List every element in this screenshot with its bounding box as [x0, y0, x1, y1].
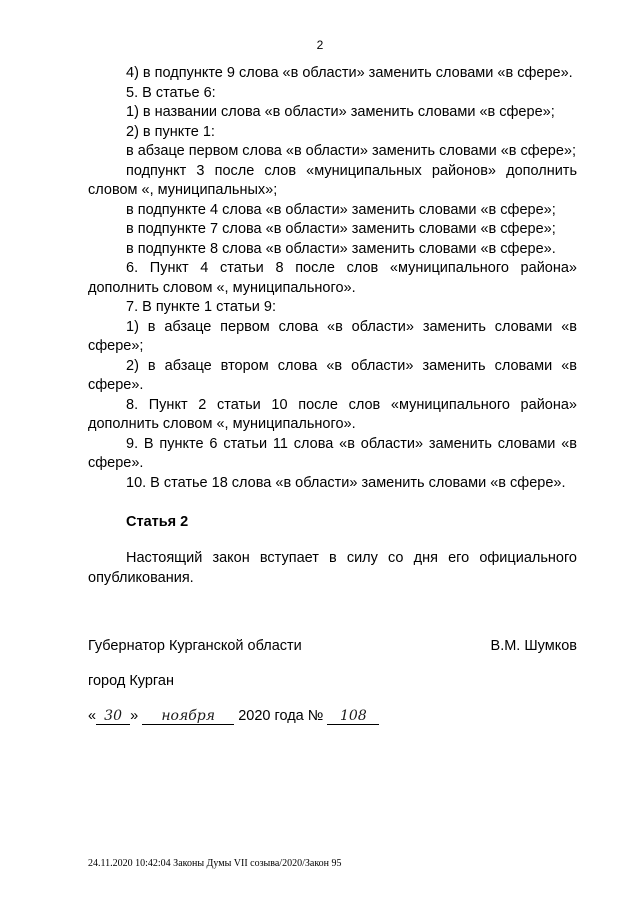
paragraph: подпункт 3 после слов «муниципальных районов» дополнить словом «, муниципальных»; — [88, 162, 577, 198]
paragraph: 10. В статье 18 слова «в области» заменить словами «в сфере». — [126, 474, 566, 491]
footer-stamp: 24.11.2020 10:42:04 Законы Думы VII созыва/2020/Закон 95 — [88, 858, 342, 869]
paragraph: 8. Пункт 2 статьи 10 после слов «муниципального района» дополнить словом «, муниципального». — [88, 396, 577, 432]
paragraph: в абзаце первом слова «в области» заменить словами «в сфере»; — [126, 143, 576, 159]
day-handwritten: 30 — [96, 708, 130, 725]
paragraph: в подпункте 7 слова «в области» заменить словами «в сфере»; — [126, 221, 556, 237]
paragraph: 9. В пункте 6 статьи 11 слова «в области» заменить словами «в сфере». — [88, 435, 577, 471]
signer-name: В.М. Шумков — [490, 638, 577, 654]
amendments-text — [88, 64, 577, 493]
close-quote: » — [130, 708, 139, 724]
paragraph: 6. Пункт 4 статьи 8 после слов «муниципального района» дополнить словом «, муниципального». — [88, 260, 577, 296]
paragraph: 2) в абзаце втором слова «в области» заменить словами «в сфере». — [88, 357, 577, 393]
paragraph: 2) в пункте 1: — [126, 123, 215, 140]
article-2-heading: Статья 2 — [126, 514, 189, 530]
month-handwritten: ноября — [142, 708, 234, 725]
paragraph: 4) в подпункте 9 слова «в области» заменить словами «в сфере». — [126, 65, 573, 81]
open-quote: « — [88, 708, 97, 724]
signer-title: Губернатор Курганской области — [88, 638, 302, 654]
paragraph: в подпункте 8 слова «в области» заменить словами «в сфере». — [126, 240, 556, 257]
paragraph: 5. В статье 6: — [126, 84, 216, 101]
paragraph: 7. В пункте 1 статьи 9: — [126, 299, 276, 315]
paragraph: в подпункте 4 слова «в области» заменить словами «в сфере»; — [126, 201, 556, 218]
city-line: город Курган — [88, 673, 174, 689]
date-line — [88, 708, 379, 725]
page-number: 2 — [316, 38, 324, 52]
law-number-handwritten: 108 — [327, 708, 379, 725]
paragraph: 1) в абзаце первом слова «в области» заменить словами «в сфере»; — [88, 318, 577, 354]
paragraph: 1) в названии слова «в области» заменить словами «в сфере»; — [126, 104, 555, 120]
paragraph: Настоящий закон вступает в силу со дня его официального опубликования. — [88, 550, 577, 586]
article-2-text — [88, 549, 577, 588]
year-text: 2020 года № — [238, 708, 324, 724]
